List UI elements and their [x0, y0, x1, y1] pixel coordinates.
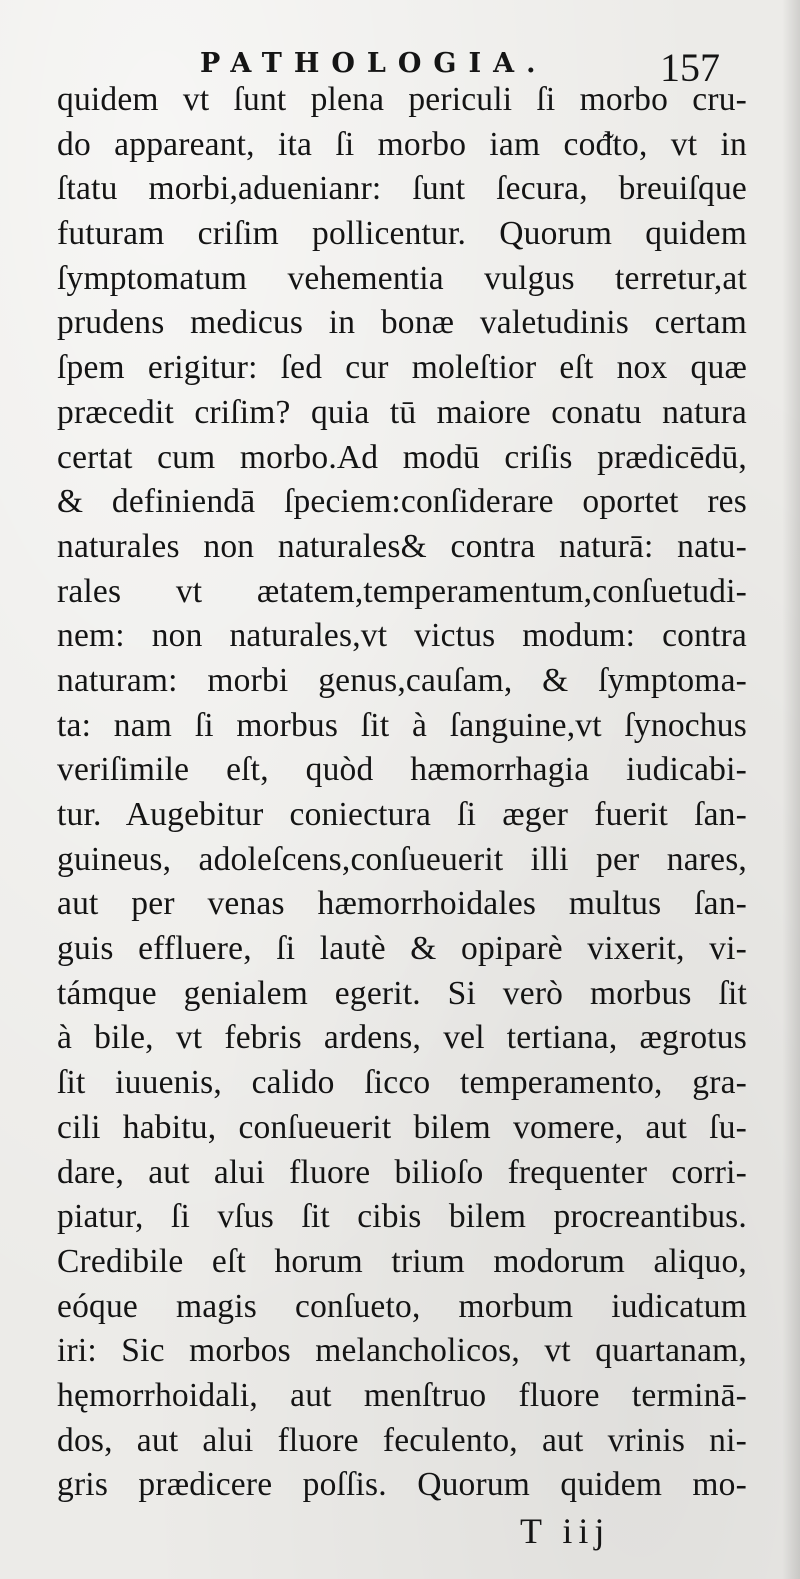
text-line: nem: non naturales,vt victus modum: contra — [57, 617, 747, 655]
text-line: eóque magis conſueto, morbum iudicatum — [57, 1287, 747, 1325]
body-text — [57, 78, 747, 1508]
text-line: dos, aut alui fluore feculento, aut vrinis ni- — [57, 1421, 747, 1459]
text-line: ta: nam ſi morbus ſit à ſanguine,vt ſynochus — [57, 706, 747, 744]
text-line: dare, aut alui fluore bilioſo frequenter corri- — [57, 1153, 747, 1191]
text-line: tur. Augebitur coniectura ſi æger fuerit ſan- — [57, 796, 747, 833]
running-head: PATHOLOGIA. — [200, 48, 548, 79]
text-line: ſpem erigitur: ſed cur moleſtior eſt nox quæ — [57, 349, 747, 387]
text-line: guineus, adoleſcens,conſueuerit illi per nares, — [57, 840, 747, 878]
page-edge-shadow — [782, 0, 800, 1579]
text-line: hęmorrhoidali, aut menſtruo fluore terminā- — [57, 1376, 747, 1414]
text-line: ſit iuuenis, calido ſicco temperamento, gra- — [57, 1064, 747, 1102]
text-line: piatur, ſi vſus ſit cibis bilem procreantibus. — [57, 1198, 747, 1236]
text-line: aut per venas hæmorrhoidales multus ſan- — [57, 885, 747, 923]
text-line: certat cum morbo.Ad modū criſis prædicēdū, — [57, 438, 747, 476]
text-line: rales vt ætatem,temperamentum,conſuetudi- — [57, 572, 747, 610]
text-line: præcedit criſim? quia tū maiore conatu natura — [57, 393, 747, 431]
text-line: do appareant, ita ſi morbo iam coᵭto, vt in — [57, 125, 747, 163]
text-line: & definiendā ſpeciem:conſiderare oportet res — [57, 483, 747, 521]
text-line: naturales non naturales& contra naturā: natu- — [57, 527, 747, 565]
text-line: Credibile eſt horum trium modorum aliquo, — [57, 1242, 747, 1280]
text-line: naturam: morbi genus,cauſam, & ſymptoma- — [57, 661, 747, 699]
page-number: 157 — [660, 45, 720, 90]
text-line: prudens medicus in bonæ valetudinis certam — [57, 304, 747, 342]
text-line: quidem vt ſunt plena periculi ſi morbo cru- — [57, 81, 747, 118]
text-line: guis effluere, ſi lautè & opiparè vixerit, vi- — [57, 930, 747, 968]
text-line: támque genialem egerit. Si verò morbus ſit — [57, 974, 747, 1012]
text-line: à bile, vt febris ardens, vel tertiana, ægrotus — [57, 1019, 747, 1057]
signature-mark: T iij — [520, 1511, 611, 1551]
text-line: ſtatu morbi,aduenianr: ſunt ſecura, breuiſque — [57, 170, 747, 208]
text-line: veriſimile eſt, quòd hæmorrhagia iudicabi- — [57, 751, 747, 789]
text-line: gris prædicere poſſis. Quorum quidem mo- — [57, 1466, 747, 1504]
text-line: cili habitu, conſueuerit bilem vomere, aut ſu- — [57, 1108, 747, 1146]
text-line: ſymptomatum vehementia vulgus terretur,at — [57, 259, 747, 297]
text-line: iri: Sic morbos melancholicos, vt quartanam, — [57, 1332, 747, 1370]
text-line: futuram criſim pollicentur. Quorum quidem — [57, 215, 747, 253]
